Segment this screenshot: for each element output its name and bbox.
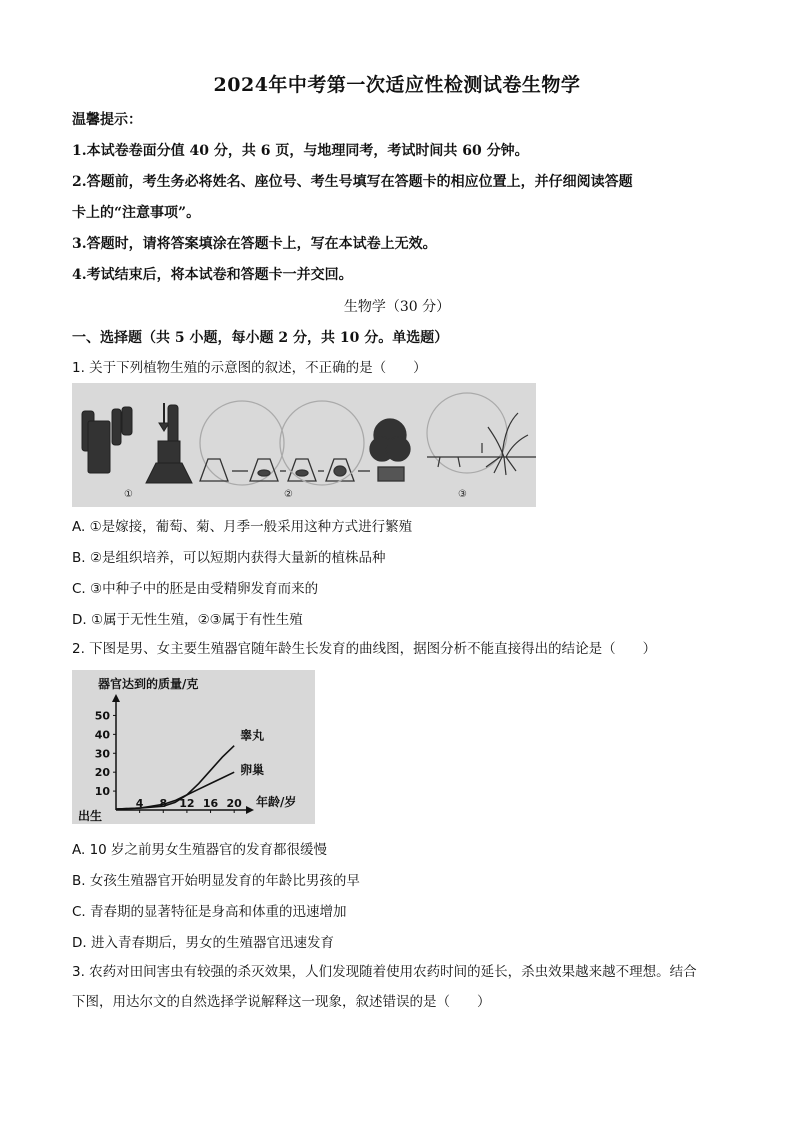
seed-germination-illustration	[427, 393, 536, 475]
question-1-stem: 1. 关于下列植物生殖的示意图的叙述，不正确的是（ ）	[72, 360, 427, 376]
chart-ylabel: 器官达到的质量/克	[98, 677, 199, 691]
chart-xlabel: 年龄/岁	[256, 795, 297, 809]
option-2d: D. 进入青春期后，男女的生殖器官迅速发育	[72, 935, 334, 951]
x-tick-label: 12	[179, 797, 195, 810]
series-label: 睾丸	[240, 728, 265, 743]
notice-item: 3.答题时，请将答案填涂在答题卡上，写在本试卷上无效。	[72, 236, 437, 252]
option-2c: C. 青春期的显著特征是身高和体重的迅速增加	[72, 904, 347, 920]
question-3-stem-line: 下图，用达尔文的自然选择学说解释这一现象，叙述错误的是（ ）	[72, 994, 491, 1010]
notice-item: 卡上的“注意事项”。	[72, 205, 201, 221]
notice-item: 2.答题前，考生务必将姓名、座位号、考生号填写在答题卡的相应位置上，并仔细阅读答题	[72, 174, 633, 190]
organ-growth-chart	[72, 670, 315, 824]
figure-label-1: ①	[124, 489, 133, 500]
x-tick-label: 20	[226, 797, 242, 810]
y-tick-label: 10	[94, 785, 110, 799]
option-1c: C. ③中种子中的胚是由受精卵发育而来的	[72, 581, 319, 597]
x-tick-label: 4	[135, 797, 144, 810]
y-tick-label: 30	[94, 747, 110, 761]
option-1d: D. ①属于无性生殖，②③属于有性生殖	[72, 612, 303, 628]
option-1a: A. ①是嫁接，葡萄、菊、月季一般采用这种方式进行繁殖	[72, 519, 413, 535]
y-tick-label: 40	[94, 728, 110, 742]
option-1b: B. ②是组织培养，可以短期内获得大量新的植株品种	[72, 550, 386, 566]
exam-title: 2024年中考第一次适应性检测试卷生物学	[213, 74, 581, 96]
x-tick-label: 8	[159, 797, 168, 810]
x-tick-label: 16	[202, 797, 219, 810]
figure-label-3: ③	[458, 489, 467, 500]
notice-item: 1.本试卷卷面分值 40 分，共 6 页，与地理同考，考试时间共 60 分钟。	[72, 143, 529, 159]
x-axis-arrow	[246, 806, 254, 814]
notice-heading: 温馨提示：	[72, 112, 142, 128]
option-2a: A. 10 岁之前男女生殖器官的发育都很缓慢	[72, 842, 328, 858]
option-2b: B. 女孩生殖器官开始明显发育的年龄比男孩的早	[72, 873, 360, 889]
chart-origin-label: 出生	[78, 809, 103, 823]
figure-label-2: ②	[284, 489, 293, 500]
subject-heading: 生物学（30 分）	[343, 299, 451, 315]
plant-reproduction-figure	[72, 383, 536, 507]
y-axis-arrow	[112, 694, 120, 702]
notice-item: 4.考试结束后，将本试卷和答题卡一并交回。	[72, 267, 353, 283]
question-2-stem: 2. 下图是男、女主要生殖器官随年龄生长发育的曲线图，据图分析不能直接得出的结论是（ ）	[72, 641, 657, 657]
y-tick-label: 50	[94, 709, 110, 723]
series-label: 卵巢	[240, 763, 265, 778]
tissue-culture-illustration	[200, 401, 410, 485]
question-3-stem-line: 3. 农药对田间害虫有较强的杀灭效果，人们发现随着使用农药时间的延长，杀虫效果越来越不理想。结合	[72, 964, 697, 980]
y-tick-label: 20	[94, 766, 110, 780]
section-heading: 一、选择题（共 5 小题，每小题 2 分，共 10 分。单选题）	[72, 330, 449, 346]
grafting-illustration	[82, 403, 192, 483]
